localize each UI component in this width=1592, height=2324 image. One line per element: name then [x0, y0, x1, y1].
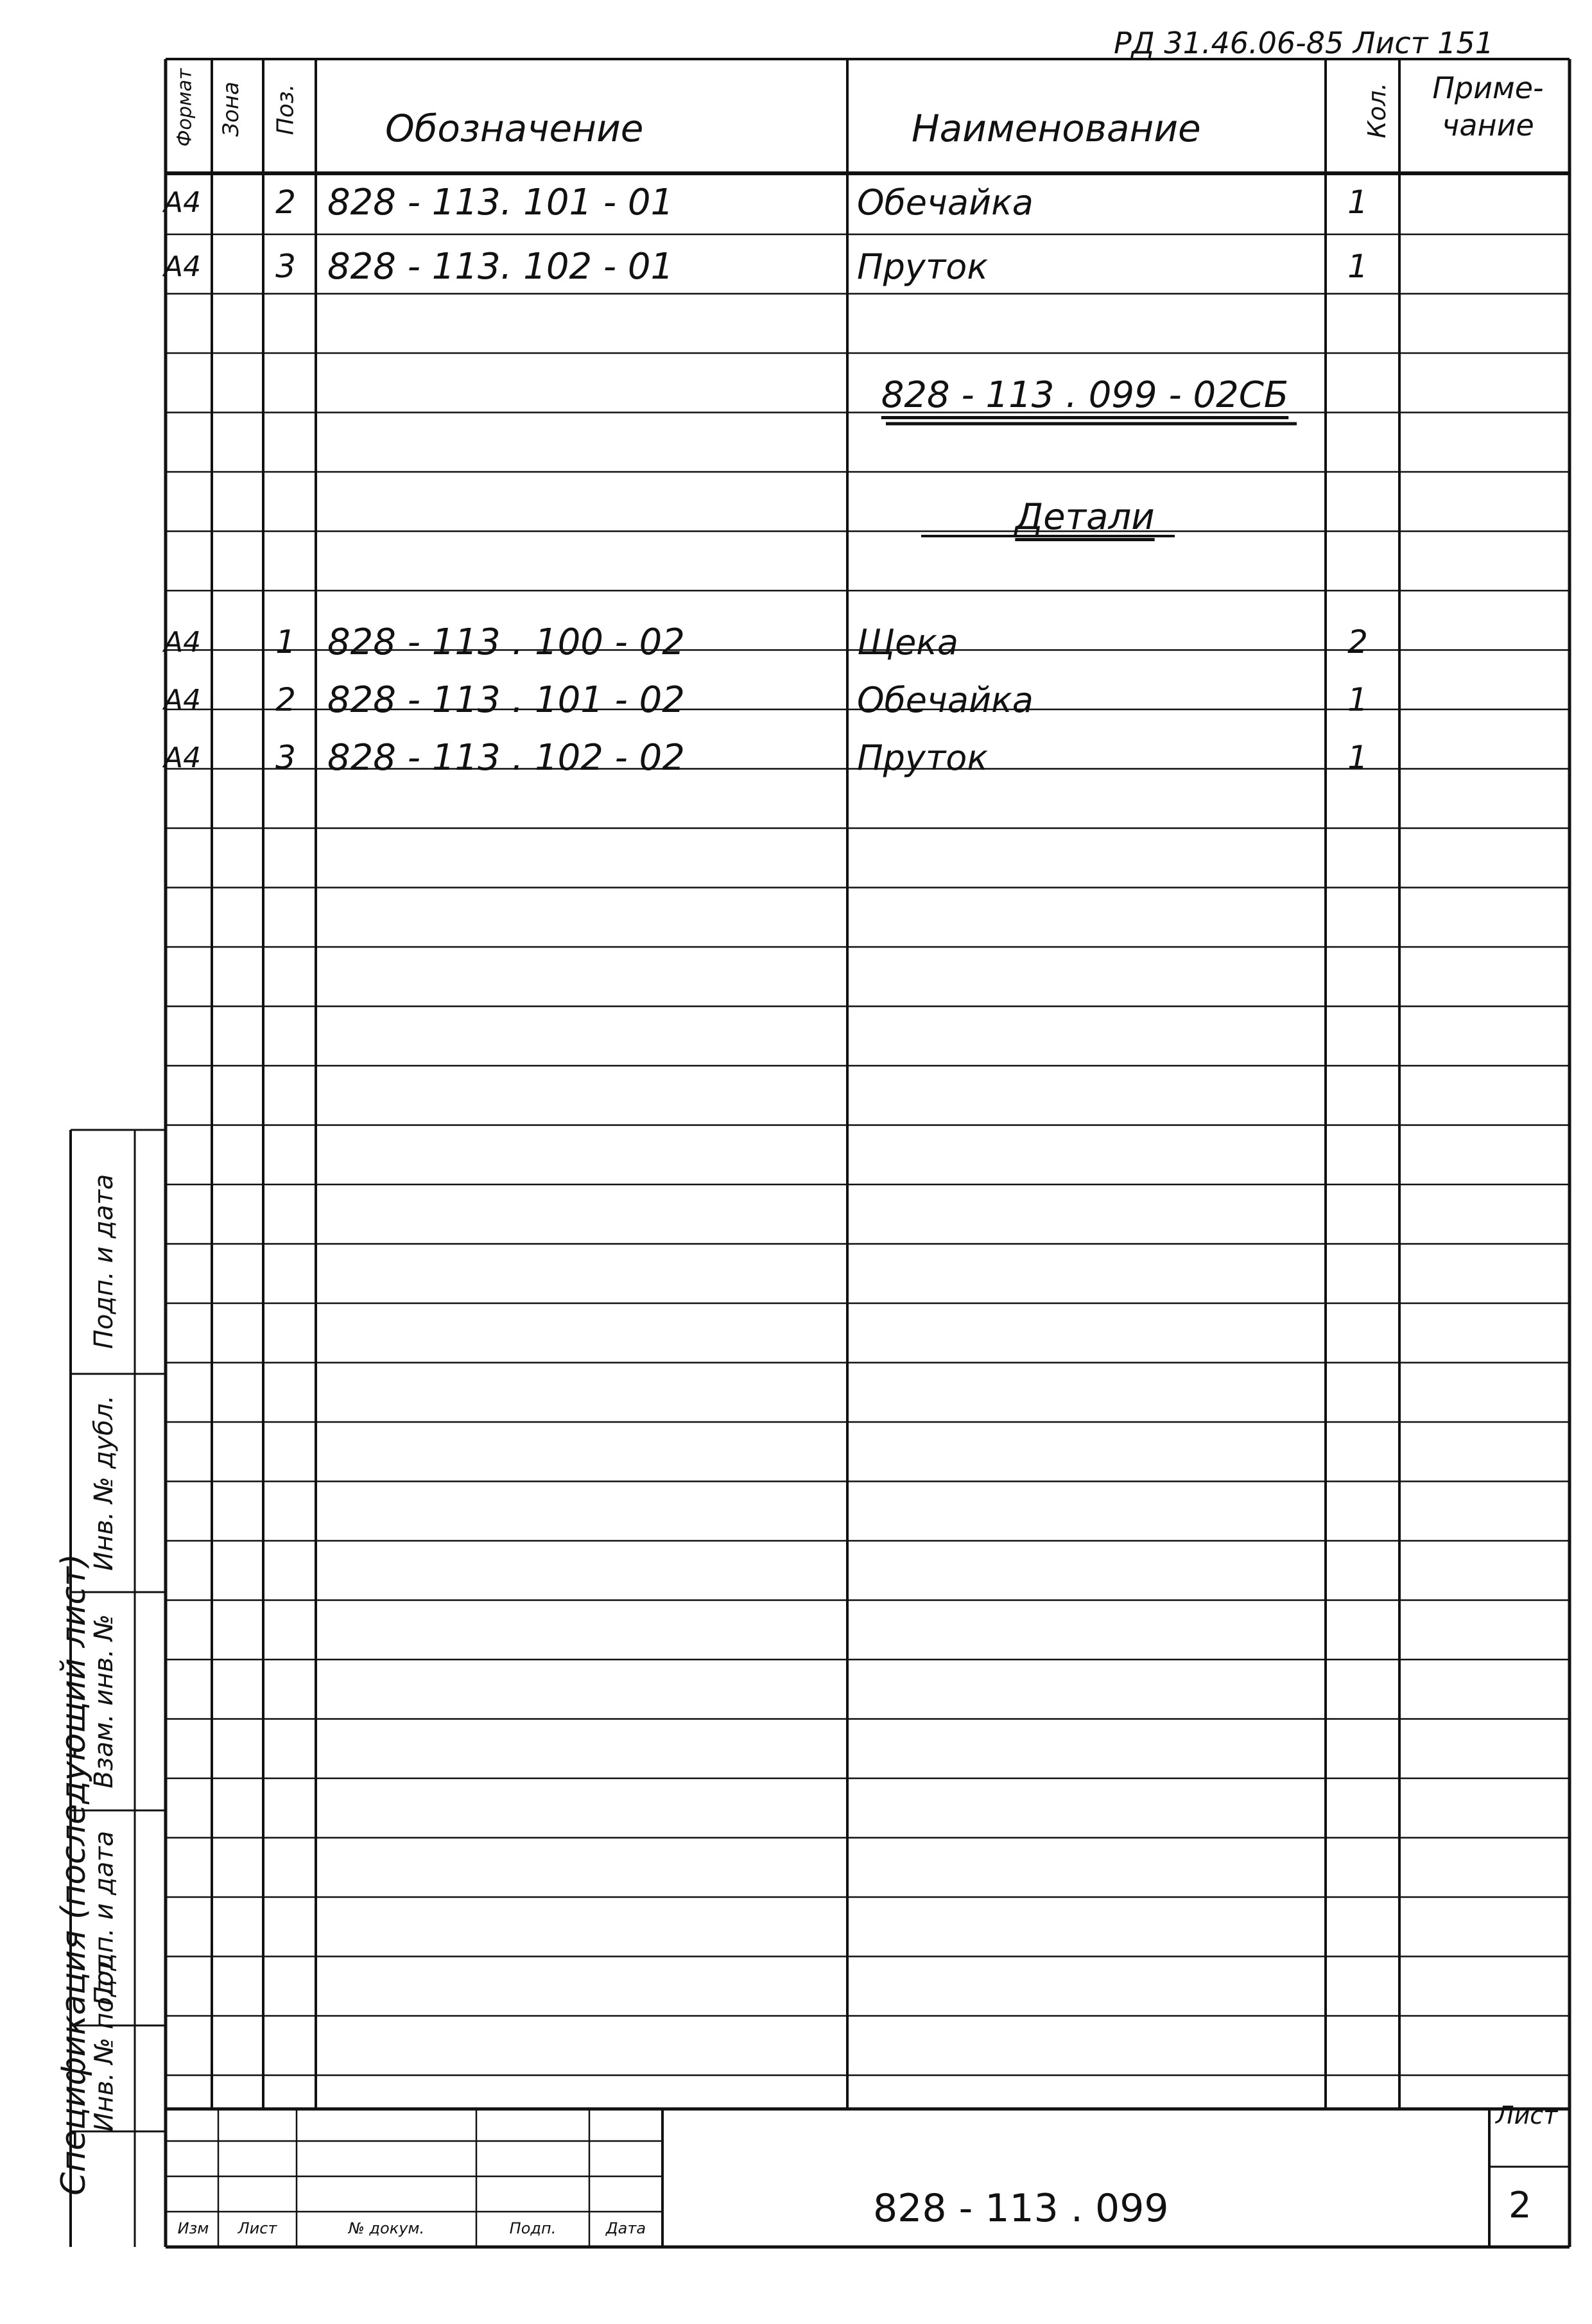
- title-block-sheet-label: Лист: [1496, 2101, 1558, 2129]
- row-9-designation: 828 - 113 . 101 - 02: [327, 679, 685, 721]
- row-2-format: А4: [164, 250, 202, 283]
- title-block-label-5: Дата: [605, 2219, 646, 2237]
- row-10-qty: 1: [1347, 739, 1368, 776]
- row-7-name: [857, 552, 1319, 610]
- row-7-pos: [260, 552, 311, 610]
- side-stamp-label-1: Инв. № подл.: [89, 1954, 119, 2131]
- row-1-designation: 828 - 113. 101 - 01: [327, 181, 674, 223]
- row-4-qty: [1326, 366, 1390, 424]
- row-9-qty: 1: [1347, 681, 1368, 718]
- col-header-format: Формат: [173, 68, 196, 147]
- row-6-format: [164, 488, 215, 546]
- row-8-pos: 1: [275, 623, 296, 661]
- row-3-designation: [327, 302, 835, 360]
- title-block-label-3: № докум.: [348, 2219, 425, 2237]
- side-stamp-label-2: Подп. и дата: [89, 1830, 119, 2006]
- row-8-name: Щека: [857, 621, 958, 663]
- row-8-qty: 2: [1347, 623, 1368, 661]
- row-5-name: [857, 430, 1319, 488]
- header-reference: РД 31.46.06-85 Лист 151: [1114, 26, 1494, 60]
- row-5-format: [164, 430, 215, 488]
- col-header-name: Наименование: [912, 107, 1201, 150]
- row-4-pos: [260, 366, 311, 424]
- side-stamp-label-3: Взам. инв. №: [89, 1614, 119, 1789]
- row-3-format: [164, 302, 215, 360]
- title-block-label-1: Изм: [177, 2219, 209, 2237]
- title-block-label-4: Подп.: [509, 2219, 557, 2237]
- row-6-pos: [260, 488, 311, 546]
- row-6-qty: [1326, 488, 1390, 546]
- row-9-format: А4: [164, 683, 202, 716]
- col-header-zone: Зона: [218, 82, 244, 137]
- title-block-sheet-number: 2: [1509, 2184, 1532, 2226]
- row-1-qty: 1: [1347, 184, 1368, 221]
- row-10-name: Пруток: [857, 737, 988, 778]
- row-1-format: А4: [164, 186, 202, 219]
- row-3-pos: [260, 302, 311, 360]
- row-6-name: Детали: [1015, 496, 1155, 538]
- row-4-designation: [327, 366, 835, 424]
- row-4-format: [164, 366, 215, 424]
- row-3-name: [857, 302, 1319, 360]
- title-block-label-2: Лист: [238, 2219, 277, 2237]
- row-5-qty: [1326, 430, 1390, 488]
- col-header-pos: Поз.: [272, 83, 299, 135]
- row-9-name: Обечайка: [857, 679, 1034, 720]
- row-2-pos: 3: [275, 248, 296, 285]
- row-10-designation: 828 - 113 . 102 - 02: [327, 736, 685, 779]
- row-2-qty: 1: [1347, 248, 1368, 285]
- title-block-doc-number: 828 - 113 . 099: [873, 2186, 1169, 2231]
- row-10-format: А4: [164, 741, 202, 774]
- row-4-name: 828 - 113 . 099 - 02СБ: [881, 374, 1289, 416]
- row-8-format: А4: [164, 625, 202, 659]
- side-stamp-label-5: Подп. и дата: [89, 1174, 119, 1349]
- row-5-pos: [260, 430, 311, 488]
- side-stamp-label-4: Инв. № дубл.: [89, 1395, 119, 1571]
- row-7-qty: [1326, 552, 1390, 610]
- row-7-designation: [327, 552, 835, 610]
- col-header-designation: Обозначение: [385, 107, 644, 150]
- row-1-name: Обечайка: [857, 182, 1034, 223]
- row-2-name: Пруток: [857, 246, 988, 287]
- row-9-pos: 2: [275, 681, 296, 718]
- side-label: Спецификация (последующий лист): [55, 1554, 93, 2196]
- row-7-format: [164, 552, 215, 610]
- row-8-designation: 828 - 113 . 100 - 02: [327, 621, 685, 663]
- row-3-qty: [1326, 302, 1390, 360]
- row-10-pos: 3: [275, 739, 296, 776]
- row-6-designation: [327, 488, 835, 546]
- row-2-designation: 828 - 113. 102 - 01: [327, 245, 674, 288]
- row-5-designation: [327, 430, 835, 488]
- col-header-qty: Кол.: [1363, 82, 1391, 139]
- col-header-note: Приме- чание: [1432, 71, 1544, 143]
- row-1-pos: 2: [275, 184, 296, 221]
